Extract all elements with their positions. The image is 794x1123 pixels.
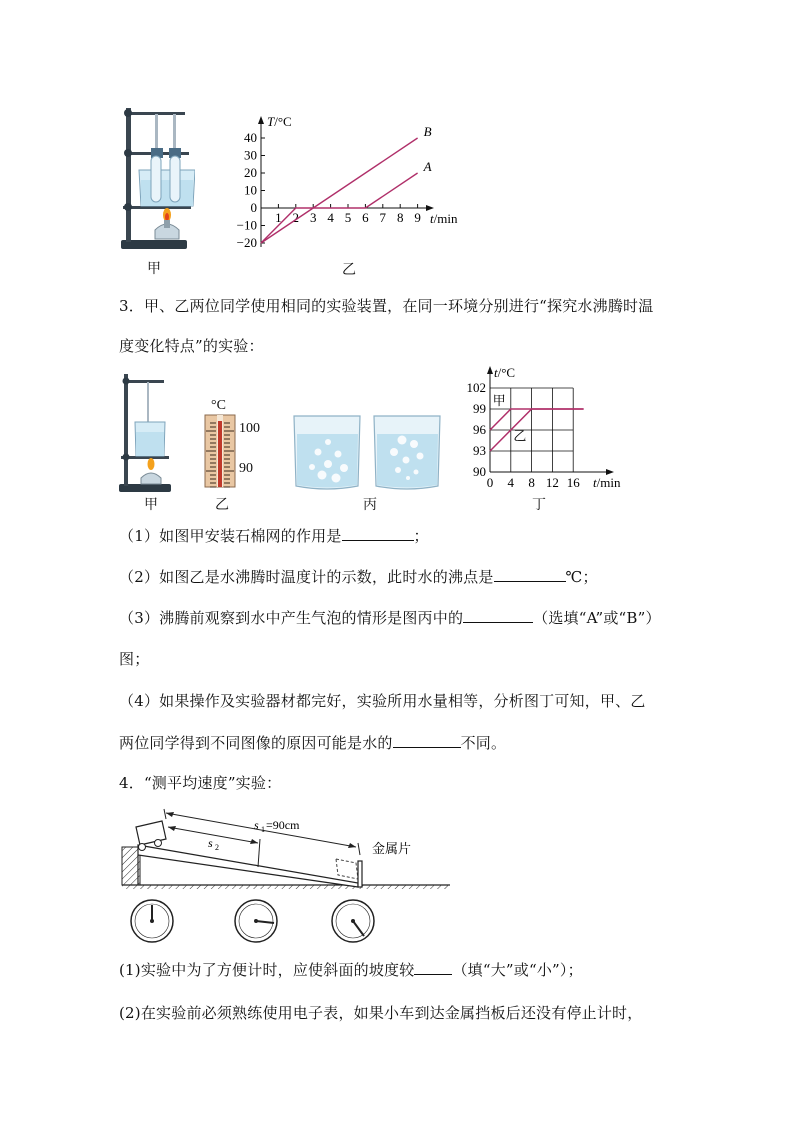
y-tick-label: 93	[473, 443, 486, 458]
y-tick-label: 20	[244, 165, 257, 180]
x-tick-label: 5	[344, 210, 352, 225]
q4-title: 4．“测平均速度”实验：	[119, 774, 282, 792]
fig1-caption-yi: 乙	[342, 262, 356, 278]
fig1-graph	[225, 112, 470, 260]
series-line-B	[261, 138, 418, 243]
answer-blank-3[interactable]	[463, 608, 533, 623]
x-tick-label: 7	[379, 210, 387, 225]
q3-part4-line1: （4）如果操作及实验器材都完好，实验所用水量相等，分析图丁可知，甲、乙	[119, 692, 646, 710]
x-tick-label: 4	[507, 475, 515, 490]
x-tick-label: 8	[528, 475, 535, 490]
q4-part2: (2)在实验前必须熟练使用电子表，如果小车到达金属挡板后还没有停止计时，	[119, 1004, 643, 1022]
q3-intro-line2: 度变化特点”的实验：	[119, 337, 264, 355]
x-tick-label: 0	[486, 475, 494, 490]
metal-plate	[358, 861, 362, 887]
beaker-a	[294, 416, 360, 489]
burner-icon	[141, 473, 161, 484]
y-tick-label: −20	[236, 235, 257, 250]
q3-thermometer	[195, 395, 275, 490]
q4-part1: (1)实验中为了方便计时，应使斜面的坡度较 （填“大”或“小”）；	[119, 961, 583, 979]
q3-caption-bing: 丙	[363, 497, 377, 513]
svg-text:1: 1	[261, 825, 265, 834]
svg-text:s: s	[254, 818, 259, 832]
fig1-caption-jia: 甲	[147, 261, 161, 277]
q3-part4-line2: 两位同学得到不同图像的原因可能是水的 不同。	[119, 734, 507, 752]
clock-icon-2	[235, 900, 277, 942]
q3-graph	[460, 362, 635, 492]
q3-caption-jia: 甲	[144, 497, 158, 513]
x-tick-label: 4	[327, 210, 334, 225]
svg-text:2: 2	[215, 843, 219, 852]
thermo-unit: °C	[211, 398, 226, 413]
q3-apparatus	[115, 370, 175, 495]
q4-incline-diagram	[118, 805, 454, 950]
q3-part1: （1）如图甲安装石棉网的作用是 ；	[119, 527, 429, 545]
answer-blank-2[interactable]	[494, 567, 566, 582]
cart-icon	[136, 821, 166, 851]
q3-part3: （3）沸腾前观察到水中产生气泡的情形是图丙中的 （选填“A”或“B”）	[119, 609, 661, 627]
fig1-apparatus	[115, 100, 195, 255]
stand-rod	[126, 108, 131, 242]
beaker-b	[374, 416, 440, 489]
y-tick-label: 99	[473, 401, 486, 416]
x-tick-label: 1	[275, 210, 282, 225]
q3-caption-ding: 丁	[532, 497, 546, 513]
answer-blank-5[interactable]	[414, 960, 452, 975]
series-label: 甲	[492, 392, 506, 408]
y-axis-label: T/°C	[267, 114, 292, 129]
q3-part3-line2: 图；	[119, 650, 150, 668]
x-axis-label: t/min	[430, 211, 458, 226]
x-tick-label: 9	[414, 210, 421, 225]
y-tick-label: 30	[244, 147, 257, 163]
y-tick-label: 96	[473, 422, 486, 437]
x-tick-label: 8	[396, 210, 404, 225]
x-tick-label: 2	[292, 210, 300, 225]
y-tick-label: 40	[244, 130, 257, 145]
thermo-label-100: 100	[239, 421, 260, 436]
s1-label: =90cm	[266, 818, 300, 832]
clock-icon-1	[131, 900, 173, 942]
y-tick-label: −10	[236, 217, 257, 233]
thermo-label-90: 90	[239, 461, 253, 476]
y-axis-label: t/°C	[494, 365, 516, 380]
x-tick-label: 12	[545, 475, 559, 490]
x-tick-label: 3	[309, 210, 317, 225]
x-axis-label: t/min	[593, 475, 621, 490]
series-line-甲	[490, 409, 584, 430]
series-label: B	[423, 124, 432, 139]
y-tick-label: 90	[473, 464, 486, 479]
q3-intro-line1: 3．甲、乙两位同学使用相同的实验装置，在同一环境分别进行“探究水沸腾时温	[119, 297, 654, 315]
flame-icon	[148, 458, 155, 470]
q3-beakers	[290, 412, 450, 492]
answer-blank-4[interactable]	[393, 733, 461, 748]
q3-caption-yi: 乙	[215, 497, 229, 513]
series-label: 乙	[513, 428, 527, 444]
s2-label: s	[208, 836, 213, 850]
clock-icon-3	[332, 900, 374, 942]
y-tick-label: 10	[244, 182, 257, 198]
x-tick-label: 6	[362, 210, 369, 225]
y-tick-label: 102	[466, 380, 486, 395]
y-tick-label: 0	[250, 200, 257, 215]
x-tick-label: 16	[566, 475, 580, 490]
answer-blank-1[interactable]	[342, 526, 414, 541]
metal-plate-label: 金属片	[372, 841, 412, 856]
series-label: A	[423, 159, 432, 174]
mercury-column	[218, 421, 222, 487]
q3-part2: （2）如图乙是水沸腾时温度计的示数，此时水的沸点是 ℃；	[119, 568, 598, 586]
